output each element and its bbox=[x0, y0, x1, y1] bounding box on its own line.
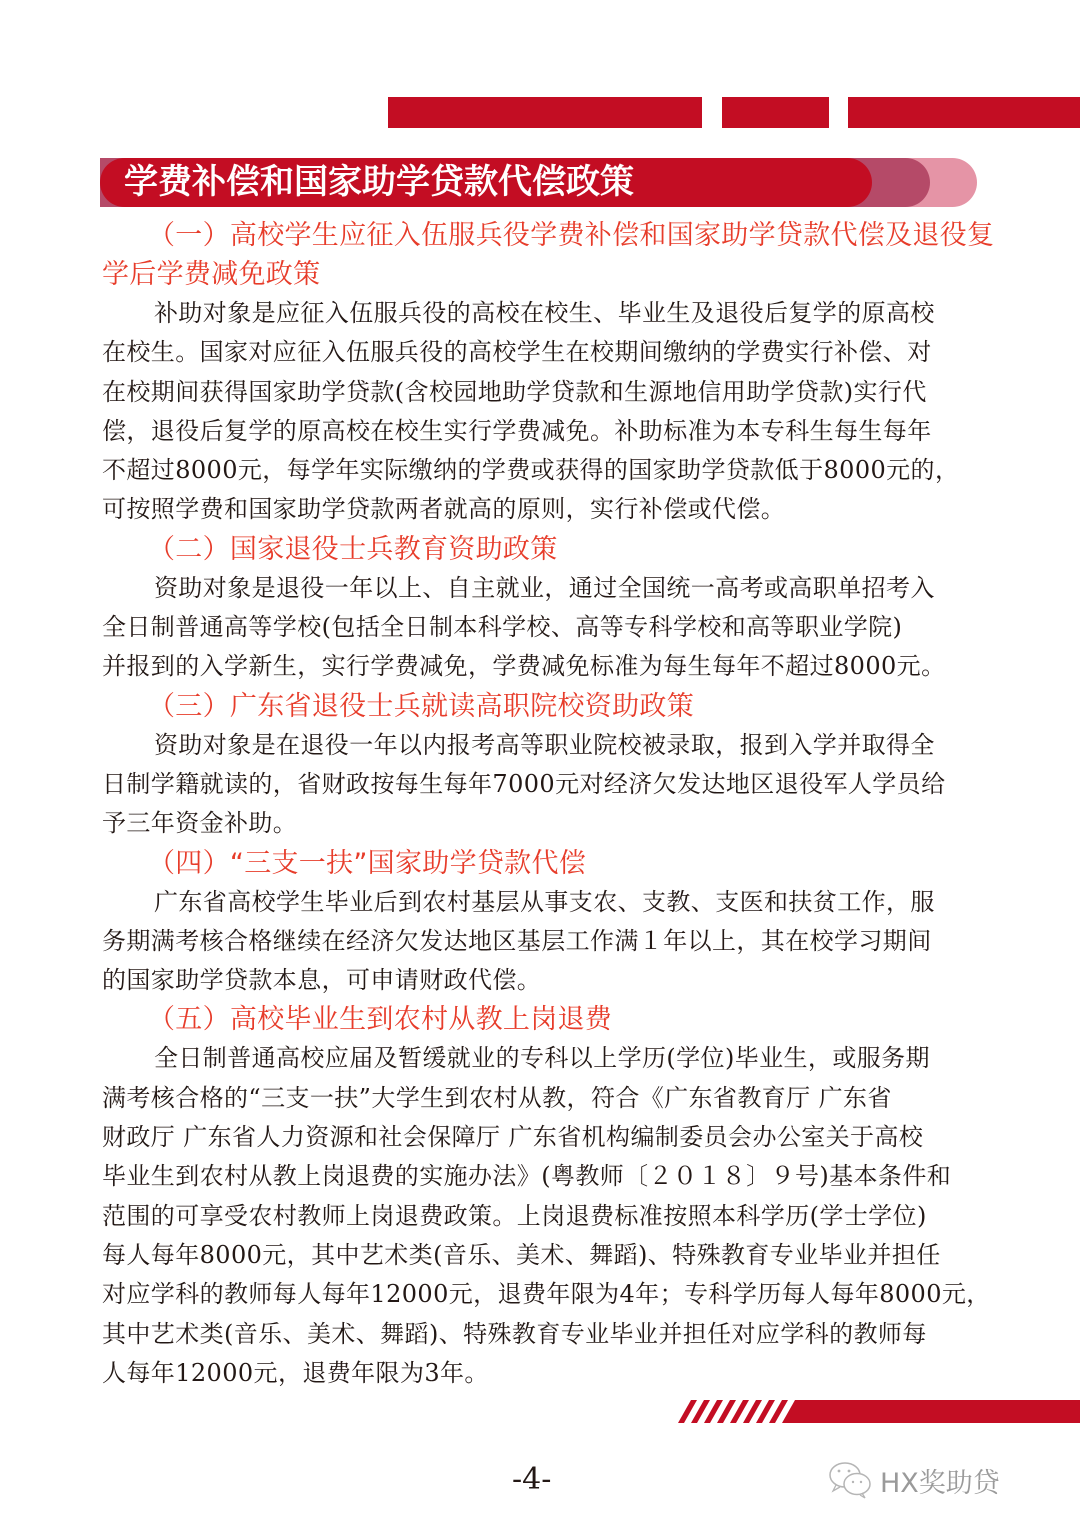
body-line: 其中艺术类(音乐、美术、舞蹈)、特殊教育专业毕业并担任对应学科的教师每 bbox=[102, 1319, 927, 1348]
section-body bbox=[102, 883, 972, 1001]
body-line: 财政厅 广东省人力资源和社会保障厅 广东省机构编制委员会办公室关于高校 bbox=[102, 1123, 924, 1152]
section-body bbox=[102, 294, 972, 530]
body-line: 每人每年8000元，其中艺术类(音乐、美术、舞蹈)、特殊教育专业毕业并担任 bbox=[102, 1240, 941, 1269]
watermark-text: HX奖助贷 bbox=[880, 1467, 1000, 1499]
body-line: 资助对象是退役一年以上、自主就业，通过全国统一高考或高职单招考入 bbox=[154, 573, 935, 602]
section-heading bbox=[102, 844, 972, 883]
heading-line: （三）广东省退役士兵就读高职院校资助政策 bbox=[148, 690, 694, 722]
body-line: 毕业生到农村从教上岗退费的实施办法》(粤教师〔２０１８〕９号)基本条件和 bbox=[102, 1162, 952, 1191]
body-line: 全日制普通高等学校(包括全日制本科学校、高等专科学校和高等职业学院) bbox=[102, 613, 903, 642]
body-line: 的国家助学贷款本息，可申请财政代偿。 bbox=[102, 966, 542, 995]
section-heading bbox=[102, 216, 995, 294]
top-decor-bar-2 bbox=[722, 97, 829, 128]
policy-section-1 bbox=[102, 216, 995, 530]
wechat-icon bbox=[828, 1460, 874, 1500]
heading-line: （二）国家退役士兵教育资助政策 bbox=[148, 533, 558, 565]
section-body bbox=[102, 569, 972, 687]
section-heading bbox=[102, 530, 972, 569]
body-line: 满考核合格的“三支一扶”大学生到农村从教，符合《广东省教育厅 广东省 bbox=[102, 1083, 892, 1112]
body-line: 对应学科的教师每人每年12000元，退费年限为4年；专科学历每人每年8000元， bbox=[102, 1280, 991, 1309]
watermark bbox=[828, 1460, 1000, 1500]
body-line: 补助对象是应征入伍服兵役的高校在校生、毕业生及退役后复学的原高校 bbox=[154, 299, 935, 327]
section-heading bbox=[102, 687, 972, 726]
body-line: 全日制普通高校应届及暂缓就业的专科以上学历(学位)毕业生，或服务期 bbox=[154, 1044, 930, 1073]
heading-line: 学后学费减免政策 bbox=[102, 259, 321, 290]
body-line: 在校期间获得国家助学贷款(含校园地助学贷款和生源地信用助学贷款)实行代 bbox=[102, 377, 927, 406]
body-line: 务期满考核合格继续在经济欠发达地区基层工作满１年以上，其在校学习期间 bbox=[102, 926, 932, 955]
page-number: -4- bbox=[512, 1462, 552, 1497]
policy-section-4 bbox=[102, 844, 972, 1001]
body-line: 资助对象是在退役一年以内报考高等职业院校被录取，报到入学并取得全 bbox=[154, 730, 935, 759]
heading-line: （四）“三支一扶”国家助学贷款代偿 bbox=[148, 847, 587, 879]
top-decor-bar-1 bbox=[388, 97, 702, 128]
body-line: 不超过8000元，每学年实际缴纳的学费或获得的国家助学贷款低于8000元的， bbox=[102, 456, 960, 485]
section-body bbox=[102, 1039, 991, 1393]
section-banner bbox=[100, 158, 977, 207]
bottom-stripe-decor bbox=[678, 1400, 1080, 1423]
body-line: 范围的可享受农村教师上岗退费政策。上岗退费标准按照本科学历(学士学位) bbox=[102, 1201, 927, 1230]
body-line: 予三年资金补助。 bbox=[102, 809, 298, 838]
body-line: 人每年12000元，退费年限为3年。 bbox=[102, 1358, 489, 1387]
body-line: 可按照学费和国家助学贷款两者就高的原则，实行补偿或代偿。 bbox=[102, 495, 786, 524]
body-line: 广东省高校学生毕业后到农村基层从事支农、支教、支医和扶贫工作，服 bbox=[154, 887, 935, 916]
policy-section-2 bbox=[102, 530, 972, 687]
section-heading bbox=[102, 1000, 972, 1039]
heading-line: （五）高校毕业生到农村从教上岗退费 bbox=[148, 1004, 613, 1036]
policy-content bbox=[102, 216, 995, 1393]
policy-section-5 bbox=[102, 1000, 991, 1393]
page-title: 学费补偿和国家助学贷款代偿政策 bbox=[124, 162, 634, 202]
body-line: 偿，退役后复学的原高校在校生实行学费减免。补助标准为本专科生每生每年 bbox=[102, 416, 932, 445]
body-line: 并报到的入学新生，实行学费减免，学费减免标准为每生每年不超过8000元。 bbox=[102, 652, 946, 681]
heading-line: （一）高校学生应征入伍服兵役学费补偿和国家助学贷款代偿及退役复 bbox=[148, 220, 995, 251]
section-body bbox=[102, 726, 972, 844]
body-line: 日制学籍就读的，省财政按每生每年7000元对经济欠发达地区退役军人学员给 bbox=[102, 769, 946, 798]
body-line: 在校生。国家对应征入伍服兵役的高校学生在校期间缴纳的学费实行补偿、对 bbox=[102, 338, 932, 367]
top-decor-bar-3 bbox=[848, 97, 1080, 128]
policy-section-3 bbox=[102, 687, 972, 844]
